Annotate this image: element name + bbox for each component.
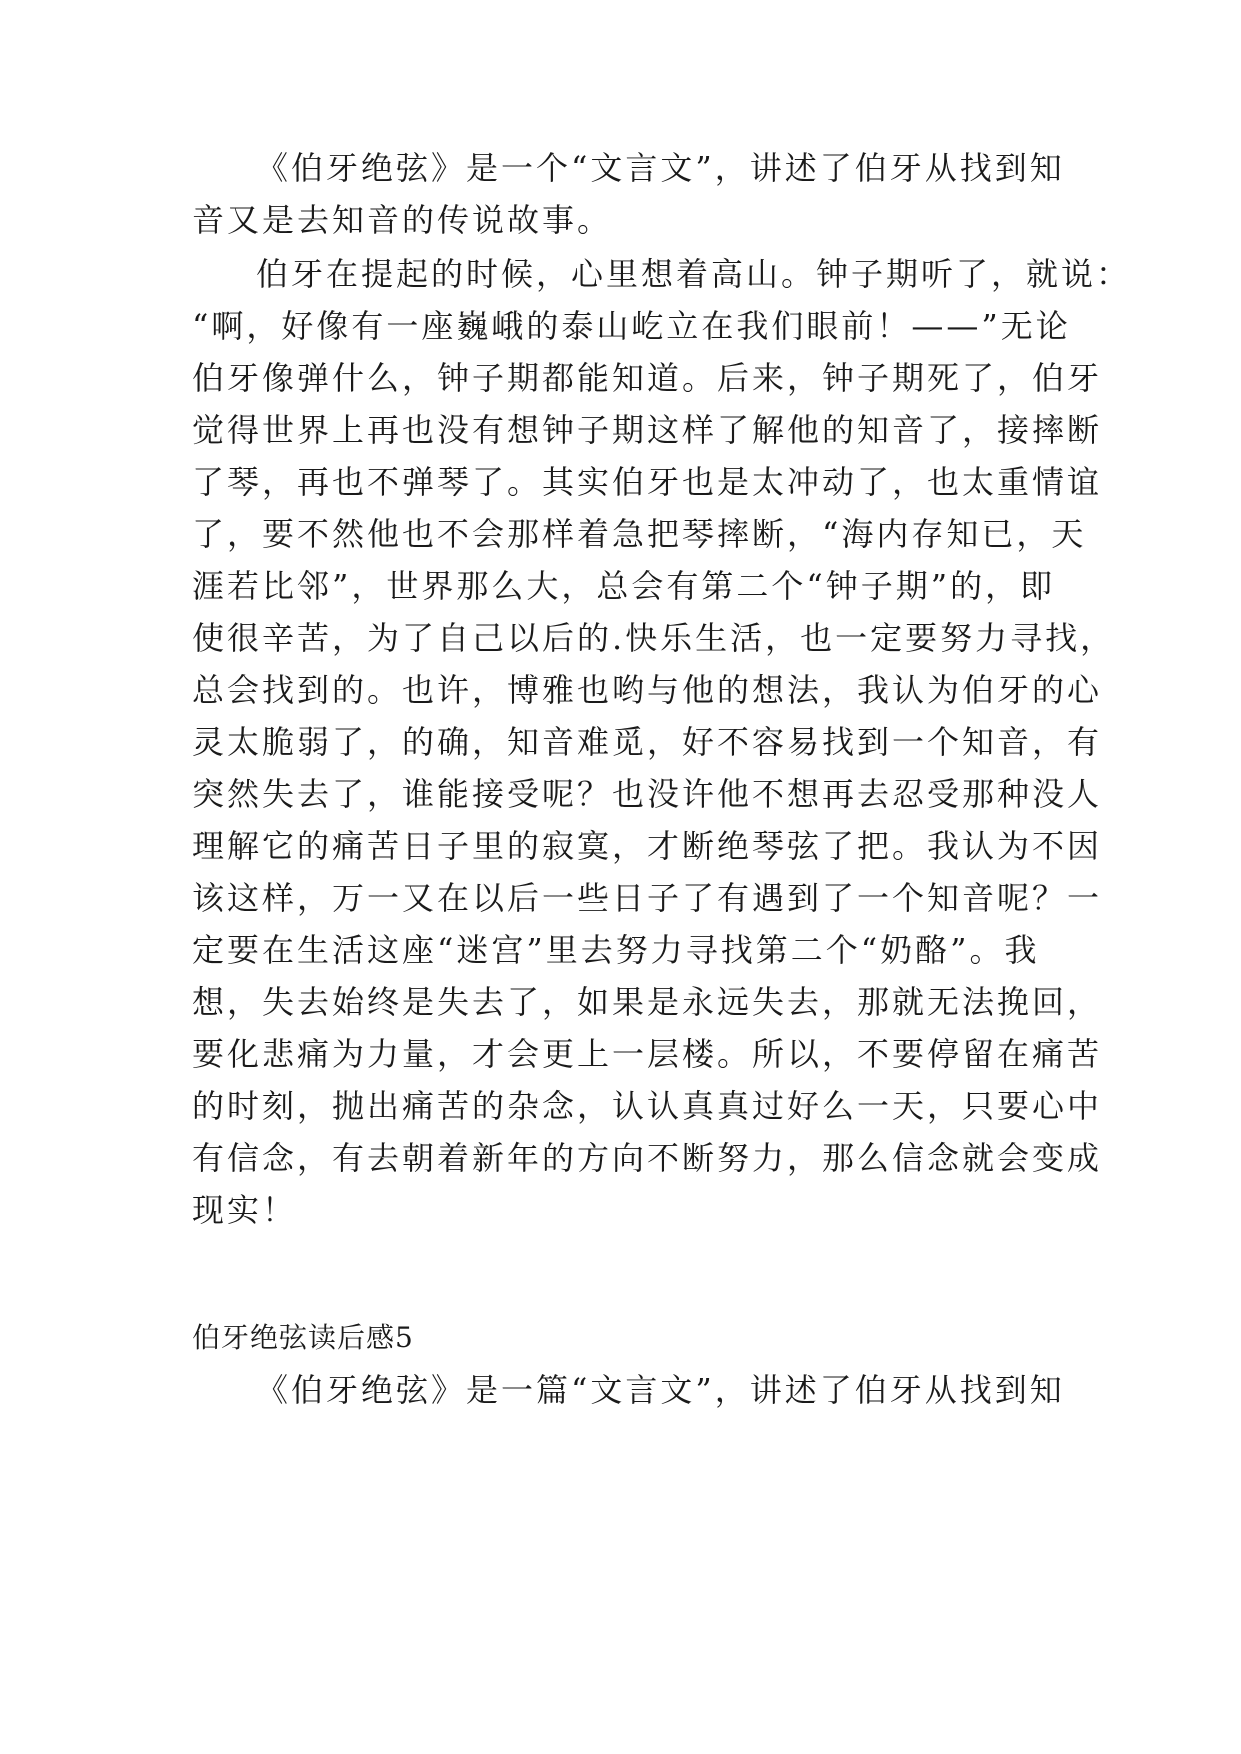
paragraph-2-line-11: 突然失去了，谁能接受呢？也没许他不想再去忍受那种没人 <box>192 775 1103 813</box>
paragraph-1-line-2: 音又是去知音的传说故事。 <box>192 201 613 239</box>
paragraph-2-line-7: 涯若比邻”，世界那么大，总会有第二个“钟子期”的，即 <box>192 567 1056 605</box>
paragraph-2-line-16: 要化悲痛为力量，才会更上一层楼。所以，不要停留在痛苦 <box>192 1035 1103 1073</box>
paragraph-2-line-12: 理解它的痛苦日子里的寂寞，才断绝琴弦了把。我认为不因 <box>192 827 1103 865</box>
paragraph-1-line-1: 《伯牙绝弦》是一个“文言文”，讲述了伯牙从找到知 <box>256 149 1065 187</box>
paragraph-2-line-15: 想，失去始终是失去了，如果是永远失去，那就无法挽回， <box>192 983 1103 1021</box>
paragraph-2-line-18: 有信念，有去朝着新年的方向不断努力，那么信念就会变成 <box>192 1139 1103 1177</box>
paragraph-2-line-4: 觉得世界上再也没有想钟子期这样了解他的知音了，接摔断 <box>192 411 1103 449</box>
paragraph-2-line-17: 的时刻，抛出痛苦的杂念，认认真真过好么一天，只要心中 <box>192 1087 1103 1125</box>
paragraph-2-line-3: 伯牙像弹什么，钟子期都能知道。后来，钟子期死了，伯牙 <box>192 359 1103 397</box>
paragraph-2-line-5: 了琴，再也不弹琴了。其实伯牙也是太冲动了，也太重情谊 <box>192 463 1103 501</box>
section-heading: 伯牙绝弦读后感5 <box>192 1321 414 1354</box>
paragraph-2-line-1: 伯牙在提起的时候，心里想着高山。钟子期听了，就说： <box>256 255 1132 293</box>
paragraph-2-line-19: 现实！ <box>192 1191 298 1229</box>
paragraph-2-line-13: 该这样，万一又在以后一些日子了有遇到了一个知音呢？一 <box>192 879 1103 917</box>
paragraph-2-line-2: “啊，好像有一座巍峨的泰山屹立在我们眼前！——”无论 <box>192 307 1071 345</box>
paragraph-2-line-6: 了，要不然他也不会那样着急把琴摔断，“海内存知已，天 <box>192 515 1087 553</box>
paragraph-2-line-14: 定要在生活这座“迷宫”里去努力寻找第二个“奶酪”。我 <box>192 931 1040 969</box>
paragraph-3-line-1: 《伯牙绝弦》是一篇“文言文”，讲述了伯牙从找到知 <box>256 1371 1065 1409</box>
paragraph-2-line-8: 使很辛苦，为了自己以后的.快乐生活，也一定要努力寻找， <box>192 619 1116 657</box>
paragraph-2-line-10: 灵太脆弱了，的确，知音难觅，好不容易找到一个知音，有 <box>192 723 1103 761</box>
paragraph-2-line-9: 总会找到的。也许，博雅也哟与他的想法，我认为伯牙的心 <box>192 671 1103 709</box>
